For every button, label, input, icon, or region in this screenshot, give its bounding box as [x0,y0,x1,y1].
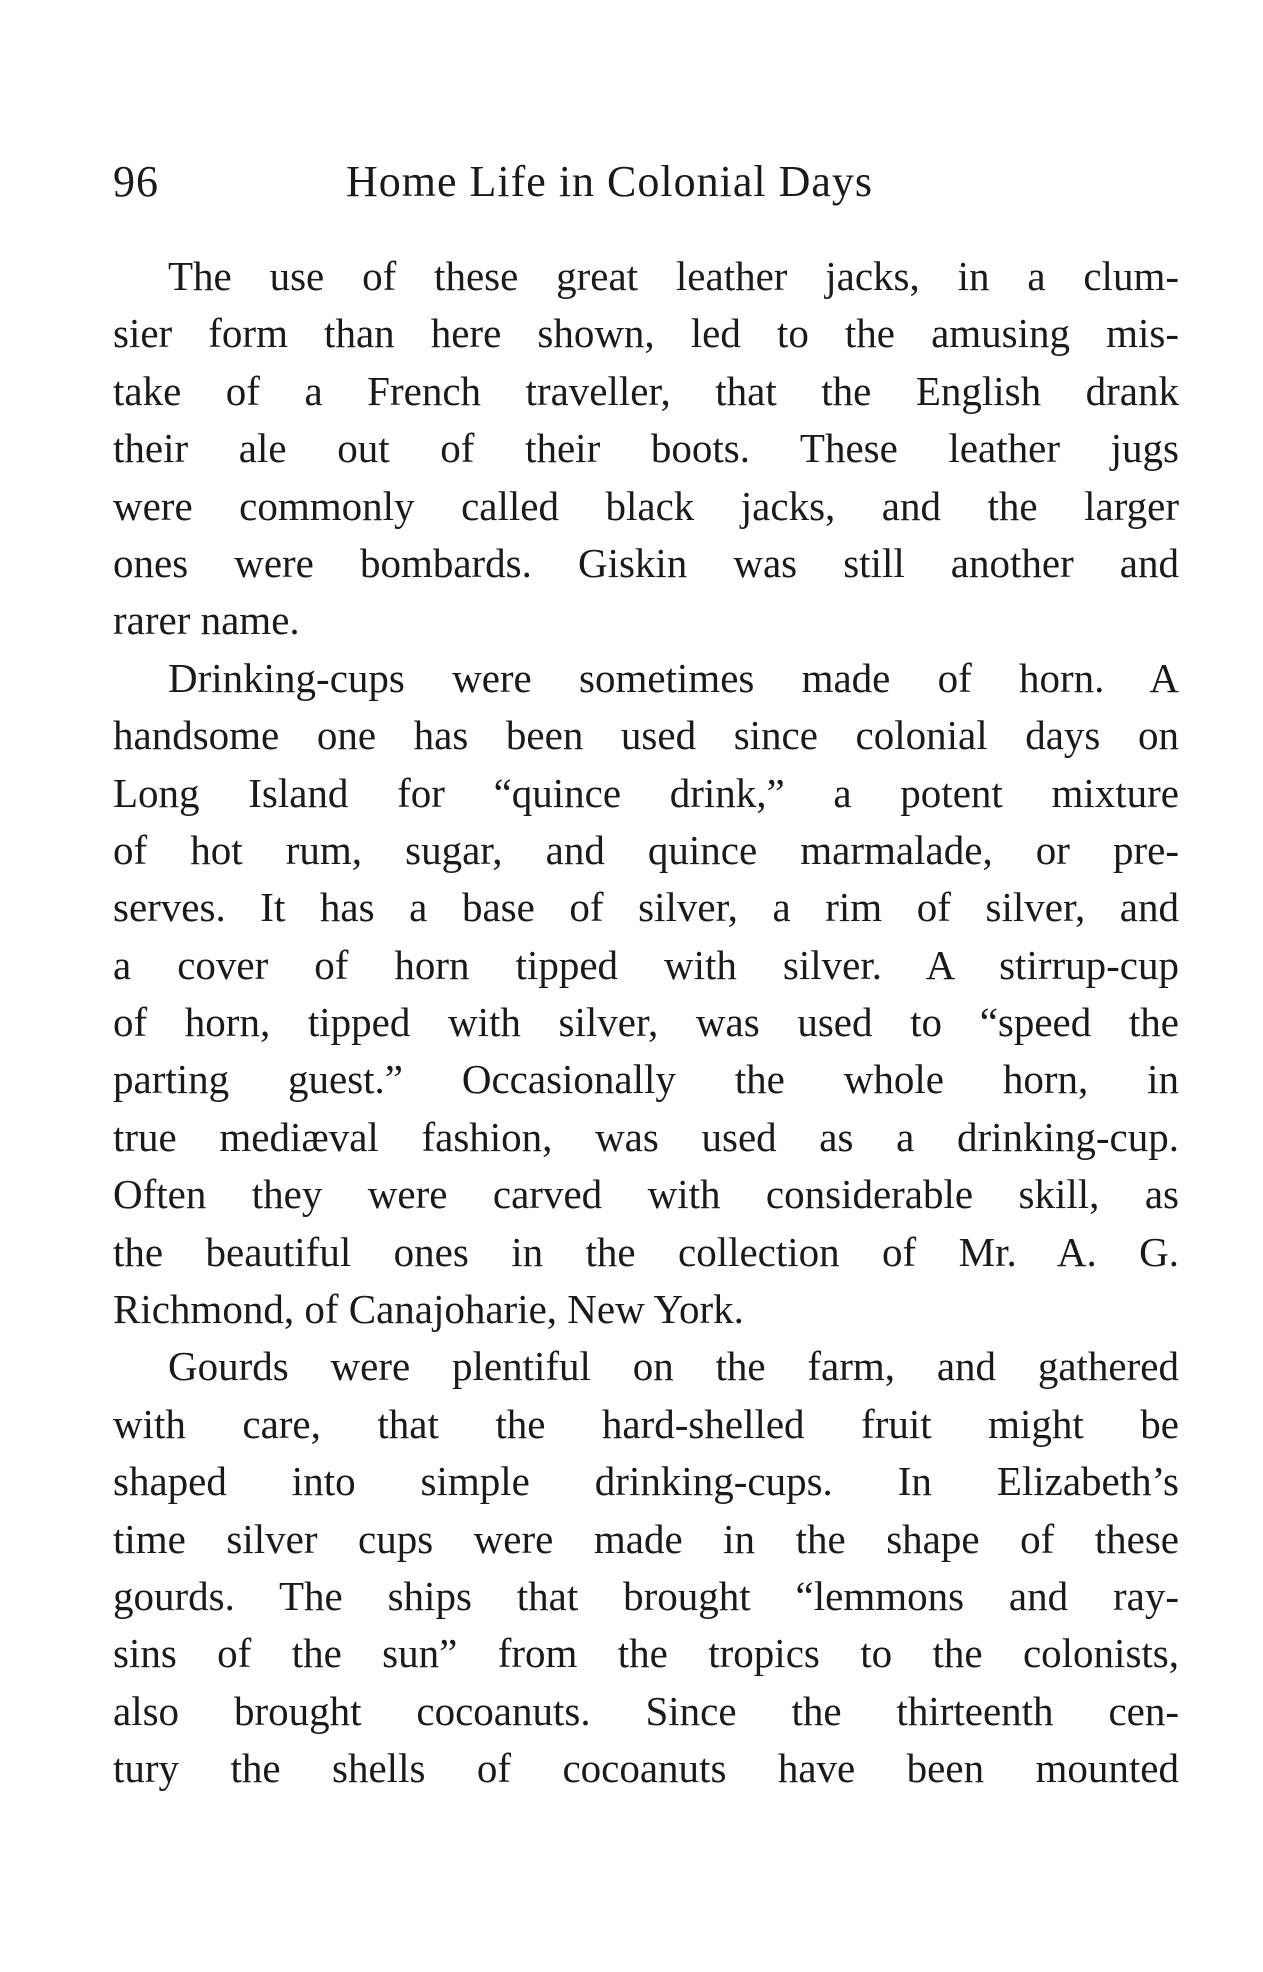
text-line: the beautiful ones in the collection of Mr. A. G. [113,1228,1179,1275]
text-line: Often they were carved with considerable skill, as [113,1171,1179,1218]
text-line: take of a French traveller, that the English drank [113,367,1179,414]
text-line: a cover of horn tipped with silver. A stirrup-cup [113,941,1179,988]
text-line: shaped into simple drinking-cups. In Elizabeth’s [113,1458,1179,1505]
text-line: tury the shells of cocoanuts have been mounted [113,1745,1179,1792]
text-line: time silver cups were made in the shape of these [113,1515,1179,1562]
running-head [113,152,1173,212]
text-line: rarer name. [113,597,300,644]
text-line: gourds. The ships that brought “lemmons and ray- [113,1572,1179,1619]
text-line: were commonly called black jacks, and the larger [113,482,1179,529]
page-number: 96 [113,157,159,206]
paragraph-1 [113,248,1179,650]
text-line: also brought cocoanuts. Since the thirteenth cen- [113,1687,1179,1734]
text-line: ones were bombards. Giskin was still another and [113,539,1179,586]
text-line: with care, that the hard-shelled fruit might be [113,1400,1179,1447]
text-line: Richmond, of Canajoharie, New York. [113,1286,744,1333]
text-line: The use of these great leather jacks, in a clum- [168,253,1179,299]
text-line: their ale out of their boots. These leather jugs [113,425,1179,472]
body-text [113,248,1179,1798]
paragraph-2 [113,650,1179,1339]
text-line: parting guest.” Occasionally the whole horn, in [113,1056,1179,1103]
running-title: Home Life in Colonial Days [346,157,874,206]
text-line: serves. It has a base of silver, a rim of silver, and [113,884,1179,931]
text-line: of horn, tipped with silver, was used to “speed the [113,999,1179,1046]
text-line: Long Island for “quince drink,” a potent mixture [113,769,1179,816]
text-line: Gourds were plentiful on the farm, and gathered [168,1343,1179,1390]
text-line: of hot rum, sugar, and quince marmalade, or pre- [113,826,1179,873]
text-line: Drinking-cups were sometimes made of horn. A [168,654,1179,701]
paragraph-3 [113,1338,1179,1797]
text-line: true mediæval fashion, was used as a drinking-cup. [113,1113,1179,1160]
text-line: handsome one has been used since colonial days on [113,712,1179,759]
text-line: sier form than here shown, led to the amusing mis- [113,310,1179,357]
text-line: sins of the sun” from the tropics to the colonists, [113,1630,1179,1677]
